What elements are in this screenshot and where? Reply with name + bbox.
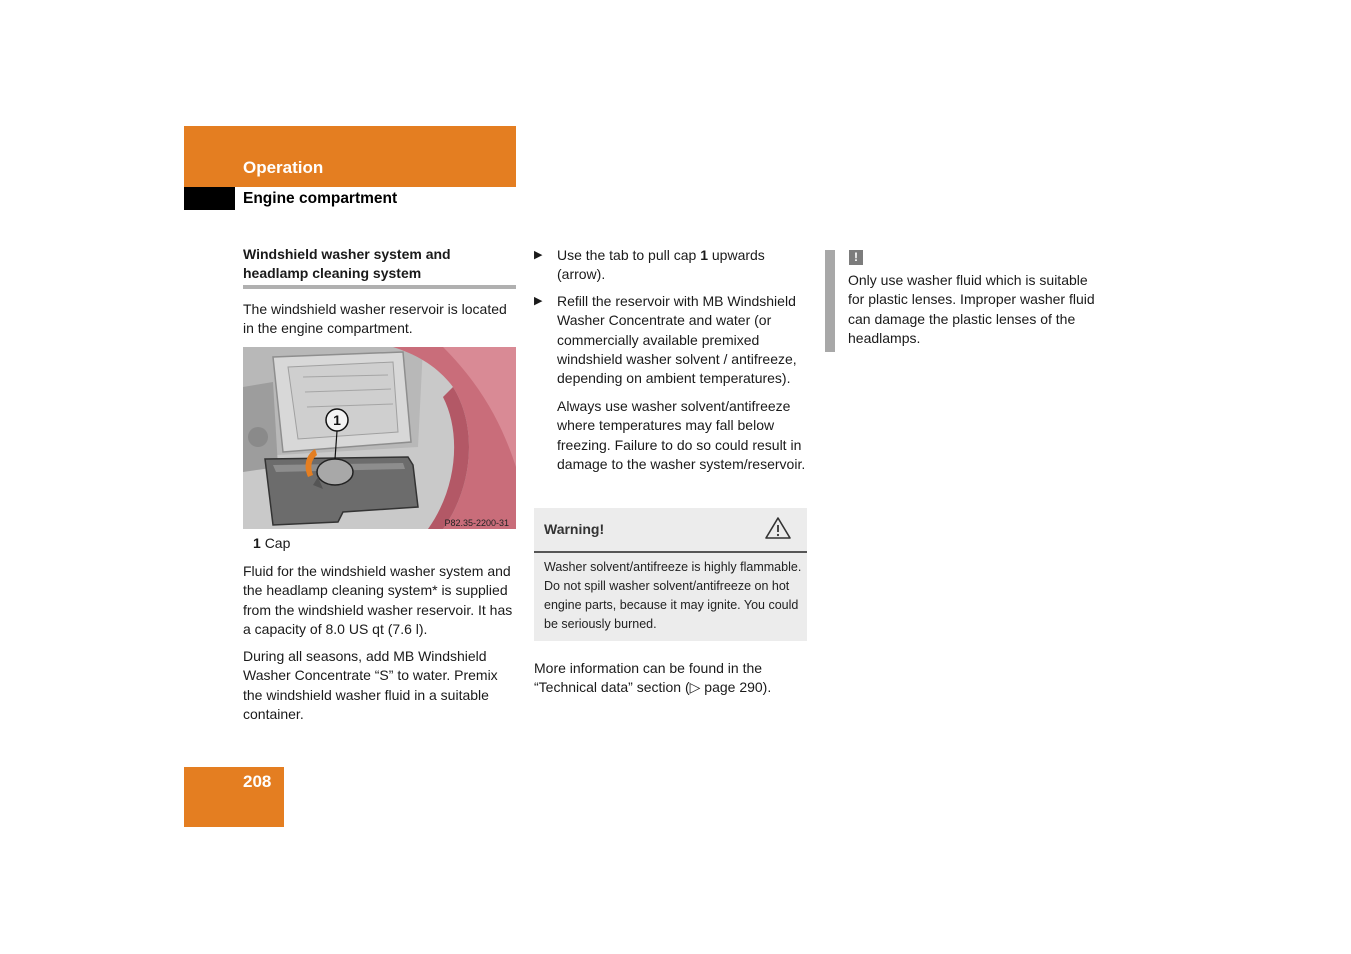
reservoir-figure: [243, 347, 516, 529]
subsection-title: Engine compartment: [243, 190, 398, 207]
topic-heading-line2: headlamp cleaning system: [243, 265, 422, 281]
bullet-arrow-icon: ▶: [534, 295, 543, 307]
reservoir-illustration: [243, 347, 516, 529]
warning-text: Washer solvent/antifreeze is highly flammable. Do not spill washer solvent/antifreeze on hot engine parts, because it may ignite. You could be seriously burned.: [544, 560, 802, 631]
note-bar: [825, 250, 835, 352]
step2-text: Refill the reservoir with MB Windshield Washer Concentrate and water (or commercially available premixed windshield washer solvent / antifreeze, depending on ambient temperatures).: [557, 293, 797, 387]
section-marker: [184, 187, 235, 210]
topic-heading-line1: Windshield washer system and: [243, 246, 451, 262]
antifreeze-note: Always use washer solvent/antifreeze where temperatures may fall below freezing. Failure to do so could result in damage to the washer system/reservoir.: [557, 398, 806, 472]
capacity-paragraph: Fluid for the windshield washer system and the headlamp cleaning system* is supplied from the windshield washer reservoir. It has a capacity of 8.0 US qt (7.6 l).: [243, 563, 513, 637]
warning-title: Warning!: [544, 521, 605, 537]
intro-paragraph: The windshield washer reservoir is located in the engine compartment.: [243, 301, 507, 337]
step-refill: [534, 292, 808, 388]
heading-rule: [243, 285, 516, 289]
step1-text-b: upwards (arrow).: [557, 247, 765, 283]
caption-text: Cap: [264, 535, 291, 551]
caption-number: 1: [253, 535, 261, 551]
figure-callout: 1: [333, 412, 341, 428]
topic-heading: [243, 245, 516, 283]
warning-triangle-icon: [764, 516, 792, 540]
step-pull-cap: [534, 246, 808, 285]
premix-paragraph: During all seasons, add MB Windshield Washer Concentrate “S” to water. Premix the windshield washer fluid in a suitable container.: [243, 648, 498, 722]
page-number: 208: [243, 772, 272, 791]
figure-code: P82.35-2200-31: [444, 518, 509, 528]
figure-caption: [253, 535, 290, 551]
more-info-text: More information can be found in the “Technical data” section (▷ page 290).: [534, 660, 772, 696]
step1-text-a: Use the tab to pull cap: [557, 247, 701, 263]
exclamation-icon: !: [849, 250, 863, 265]
step1-callout: 1: [700, 247, 708, 263]
bullet-arrow-icon: ▶: [534, 249, 543, 261]
warning-rule: [534, 551, 807, 553]
note-text: Only use washer fluid which is suitable for plastic lenses. Improper washer fluid can damage the plastic lenses of the headlamps.: [848, 272, 1095, 346]
section-header-bar: [184, 126, 516, 187]
section-title: Operation: [243, 158, 324, 177]
